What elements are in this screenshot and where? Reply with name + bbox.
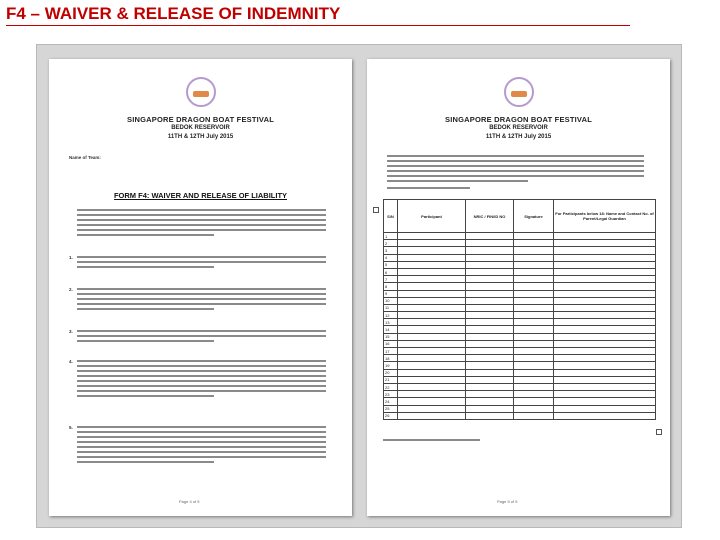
table-row: [384, 355, 656, 362]
row-number: 23: [384, 391, 398, 398]
table-cell: [554, 398, 656, 405]
table-cell: [514, 340, 554, 347]
table-cell: [466, 247, 514, 254]
table-cell: [514, 376, 554, 383]
table-row: [384, 247, 656, 254]
table-row: [384, 283, 656, 290]
row-number: 17: [384, 348, 398, 355]
table-cell: [398, 283, 466, 290]
participant-table: [383, 199, 656, 420]
table-cell: [514, 362, 554, 369]
table-row: [384, 319, 656, 326]
table-cell: [514, 233, 554, 240]
event-venue: BEDOK RESERVOIR: [171, 125, 230, 131]
table-cell: [554, 319, 656, 326]
table-cell: [466, 290, 514, 297]
row-number: 11: [384, 304, 398, 311]
table-cell: [554, 376, 656, 383]
festival-logo-icon: [186, 77, 216, 107]
table-cell: [398, 304, 466, 311]
row-number: 4: [384, 254, 398, 261]
clause-number: 5.: [69, 425, 73, 430]
table-row: [384, 405, 656, 412]
table-cell: [398, 405, 466, 412]
table-row: [384, 383, 656, 390]
row-number: 13: [384, 319, 398, 326]
table-cell: [466, 383, 514, 390]
clause-text: [77, 288, 326, 313]
table-cell: [514, 254, 554, 261]
table-cell: [466, 283, 514, 290]
row-number: 21: [384, 376, 398, 383]
page-footer: Page 4 of 5: [179, 499, 200, 504]
table-cell: [554, 333, 656, 340]
event-title: SINGAPORE DRAGON BOAT FESTIVAL: [127, 115, 274, 124]
table-row: [384, 348, 656, 355]
clause-number: 3.: [69, 329, 73, 334]
festival-logo-icon: [504, 77, 534, 107]
row-number: 12: [384, 312, 398, 319]
table-cell: [554, 261, 656, 268]
table-cell: [514, 240, 554, 247]
table-cell: [398, 362, 466, 369]
table-cell: [554, 297, 656, 304]
table-row: [384, 268, 656, 275]
table-cell: [554, 405, 656, 412]
row-number: 9: [384, 290, 398, 297]
table-row: [384, 297, 656, 304]
table-row: [384, 304, 656, 311]
table-row: [384, 312, 656, 319]
row-number: 3: [384, 247, 398, 254]
table-row: [384, 254, 656, 261]
row-number: 26: [384, 412, 398, 419]
table-cell: [554, 326, 656, 333]
clause-number: 4.: [69, 359, 73, 364]
table-header-cell: Signature: [514, 200, 554, 233]
table-row: [384, 326, 656, 333]
table-row: [384, 376, 656, 383]
row-number: 24: [384, 398, 398, 405]
form-title: FORM F4: WAIVER AND RELEASE OF LIABILITY: [113, 191, 288, 200]
table-row: [384, 290, 656, 297]
table-cell: [514, 304, 554, 311]
table-cell: [398, 276, 466, 283]
table-cell: [466, 340, 514, 347]
table-cell: [554, 391, 656, 398]
table-cell: [554, 290, 656, 297]
form-checkbox[interactable]: [656, 429, 662, 435]
table-cell: [466, 398, 514, 405]
table-cell: [554, 247, 656, 254]
table-header-cell: S/N: [384, 200, 398, 233]
table-row: [384, 233, 656, 240]
table-cell: [466, 348, 514, 355]
table-cell: [466, 304, 514, 311]
table-cell: [466, 268, 514, 275]
table-cell: [514, 355, 554, 362]
table-cell: [514, 333, 554, 340]
table-row: [384, 391, 656, 398]
table-row: [384, 240, 656, 247]
table-row: [384, 412, 656, 419]
event-title: SINGAPORE DRAGON BOAT FESTIVAL: [445, 115, 592, 124]
event-dates: 11TH & 12TH July 2015: [167, 134, 234, 140]
row-number: 20: [384, 369, 398, 376]
row-number: 1: [384, 233, 398, 240]
table-cell: [466, 319, 514, 326]
table-row: [384, 276, 656, 283]
table-cell: [514, 268, 554, 275]
table-cell: [398, 333, 466, 340]
table-cell: [398, 326, 466, 333]
table-cell: [398, 355, 466, 362]
table-cell: [398, 247, 466, 254]
table-cell: [398, 398, 466, 405]
table-cell: [554, 240, 656, 247]
table-cell: [514, 247, 554, 254]
form-checkbox[interactable]: [373, 207, 379, 213]
row-number: 15: [384, 333, 398, 340]
table-row: [384, 362, 656, 369]
table-cell: [398, 297, 466, 304]
table-cell: [554, 340, 656, 347]
row-number: 22: [384, 383, 398, 390]
slide-title: F4 – WAIVER & RELEASE OF INDEMNITY: [6, 4, 630, 26]
table-cell: [554, 348, 656, 355]
table-cell: [466, 297, 514, 304]
table-row: [384, 398, 656, 405]
row-number: 7: [384, 276, 398, 283]
row-number: 6: [384, 268, 398, 275]
table-cell: [514, 312, 554, 319]
table-cell: [398, 412, 466, 419]
table-cell: [466, 312, 514, 319]
table-cell: [514, 398, 554, 405]
table-cell: [398, 348, 466, 355]
table-cell: [554, 233, 656, 240]
table-cell: [514, 348, 554, 355]
table-row: [384, 340, 656, 347]
table-cell: [514, 369, 554, 376]
row-number: 25: [384, 405, 398, 412]
table-row: [384, 333, 656, 340]
table-cell: [466, 276, 514, 283]
clause-text: [77, 426, 326, 466]
table-cell: [398, 254, 466, 261]
table-cell: [554, 304, 656, 311]
table-cell: [514, 383, 554, 390]
table-cell: [514, 412, 554, 419]
document-page-left: [49, 59, 352, 516]
table-cell: [398, 369, 466, 376]
table-cell: [398, 233, 466, 240]
table-cell: [398, 312, 466, 319]
clause-text: [77, 330, 326, 345]
table-header-cell: Participant: [398, 200, 466, 233]
table-cell: [466, 376, 514, 383]
table-cell: [554, 383, 656, 390]
table-cell: [554, 362, 656, 369]
table-cell: [554, 254, 656, 261]
team-name-label: Name of Team:: [69, 155, 101, 160]
row-number: 19: [384, 362, 398, 369]
declaration-text: [387, 155, 644, 185]
intro-text: [77, 209, 326, 239]
table-cell: [554, 412, 656, 419]
page-footer: Page 5 of 5: [497, 499, 518, 504]
table-cell: [466, 391, 514, 398]
table-cell: [554, 312, 656, 319]
table-cell: [466, 254, 514, 261]
table-cell: [554, 283, 656, 290]
document-preview: [36, 44, 682, 528]
table-cell: [398, 319, 466, 326]
team-name-line: [387, 187, 470, 192]
clause-number: 1.: [69, 255, 73, 260]
table-cell: [466, 326, 514, 333]
table-cell: [466, 369, 514, 376]
table-cell: [398, 383, 466, 390]
row-number: 16: [384, 340, 398, 347]
clause-text: [77, 360, 326, 400]
table-cell: [514, 261, 554, 268]
table-cell: [398, 240, 466, 247]
table-row: [384, 369, 656, 376]
row-number: 10: [384, 297, 398, 304]
table-cell: [466, 240, 514, 247]
row-number: 18: [384, 355, 398, 362]
table-cell: [514, 276, 554, 283]
clause-number: 2.: [69, 287, 73, 292]
table-cell: [466, 261, 514, 268]
table-cell: [398, 376, 466, 383]
table-cell: [466, 412, 514, 419]
row-number: 8: [384, 283, 398, 290]
document-page-right: [367, 59, 670, 516]
table-cell: [398, 261, 466, 268]
table-cell: [398, 268, 466, 275]
table-cell: [466, 362, 514, 369]
table-cell: [398, 391, 466, 398]
table-cell: [466, 405, 514, 412]
table-cell: [514, 319, 554, 326]
row-number: 2: [384, 240, 398, 247]
table-cell: [514, 391, 554, 398]
table-cell: [466, 333, 514, 340]
table-cell: [554, 369, 656, 376]
table-cell: [554, 355, 656, 362]
table-header-cell: For Participants below 18: Name and Contact No. of Parent/Legal Guardian: [554, 200, 656, 233]
table-cell: [514, 290, 554, 297]
table-cell: [514, 297, 554, 304]
event-venue: BEDOK RESERVOIR: [489, 125, 548, 131]
table-cell: [466, 355, 514, 362]
table-cell: [554, 276, 656, 283]
event-dates: 11TH & 12TH July 2015: [485, 134, 552, 140]
table-cell: [398, 290, 466, 297]
table-cell: [466, 233, 514, 240]
table-cell: [398, 340, 466, 347]
table-cell: [514, 326, 554, 333]
table-row: [384, 261, 656, 268]
row-number: 14: [384, 326, 398, 333]
note-text: [383, 439, 480, 444]
table-cell: [514, 283, 554, 290]
table-cell: [514, 405, 554, 412]
table-header-cell: NRIC / FIN/ID NO: [466, 200, 514, 233]
clause-text: [77, 256, 326, 271]
table-cell: [554, 268, 656, 275]
row-number: 5: [384, 261, 398, 268]
